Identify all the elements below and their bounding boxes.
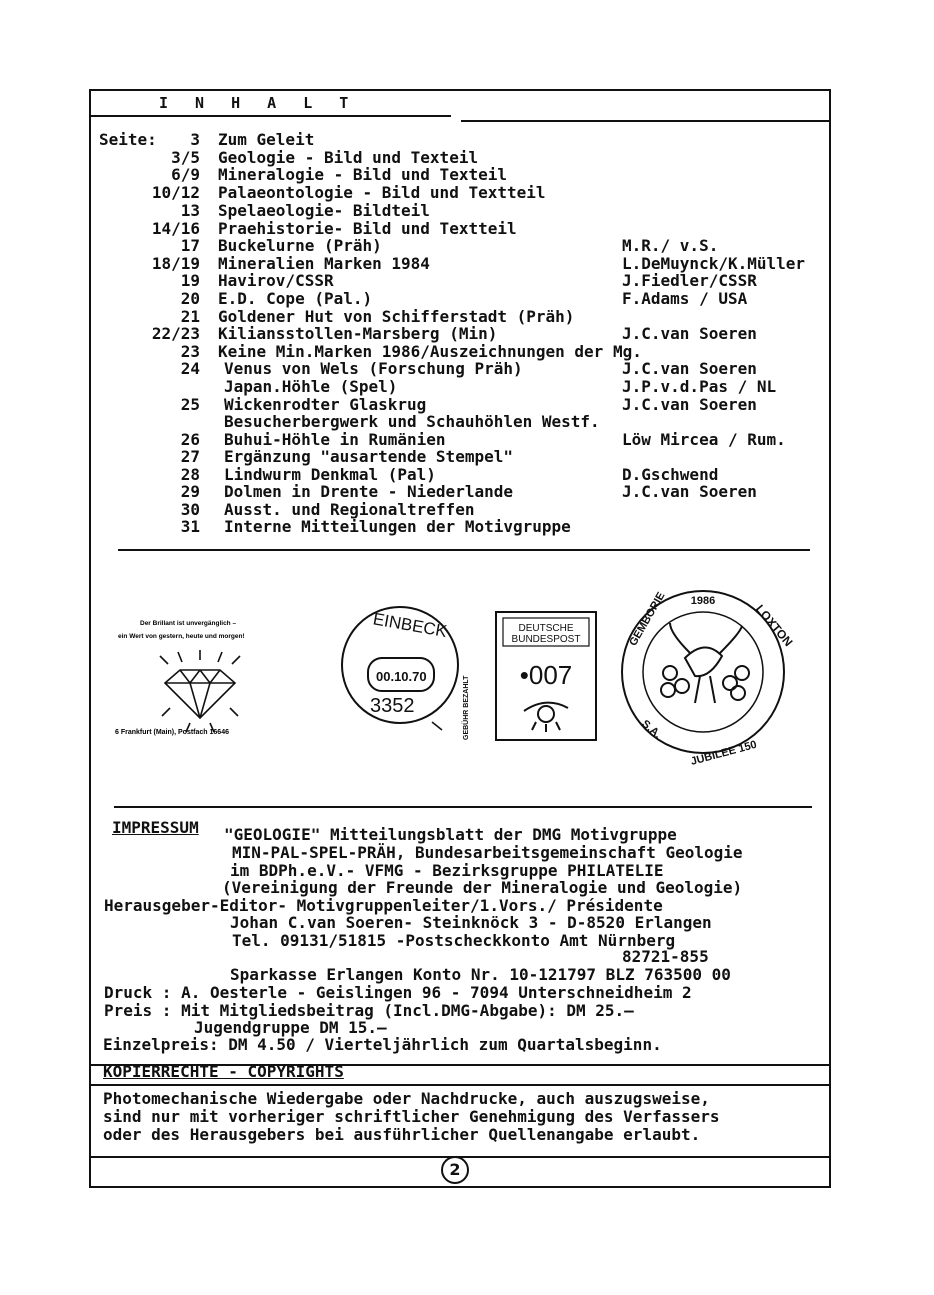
diamond-ad bbox=[115, 620, 245, 736]
impressum-line: Herausgeber-Editor- Motivgruppenleiter/1.Vors./ Présidente bbox=[104, 896, 663, 915]
toc-title: E.D. Cope (Pal.) bbox=[218, 289, 373, 308]
toc-page: 25 bbox=[180, 395, 200, 414]
impressum-line: Einzelpreis: DM 4.50 / Vierteljährlich zum Quartalsbeginn. bbox=[103, 1035, 662, 1054]
copyright-line: Photomechanische Wiedergabe oder Nachdrucke, auch auszugsweise, bbox=[103, 1089, 710, 1108]
toc-page: 22/23 bbox=[151, 324, 200, 343]
impressum-line: "GEOLOGIE" Mitteilungsblatt der DMG Motivgruppe bbox=[224, 825, 677, 844]
toc-row bbox=[0, 448, 934, 466]
toc-title: Ergänzung "ausartende Stempel" bbox=[224, 447, 513, 466]
toc-page: 3/5 bbox=[171, 148, 200, 167]
toc-row bbox=[0, 290, 934, 308]
einbeck-postmark bbox=[342, 607, 470, 740]
toc-author: J.C.van Soeren bbox=[622, 395, 757, 414]
impressum-heading: IMPRESSUM bbox=[112, 818, 199, 837]
toc-page: 29 bbox=[180, 482, 200, 501]
meter-top1: DEUTSCHE bbox=[518, 623, 574, 634]
diamond-ad-footer: 6 Frankfurt (Main), Postfach 16646 bbox=[115, 729, 229, 736]
copyright-line: oder des Herausgebers bei ausführlicher Quellenangabe erlaubt. bbox=[103, 1125, 701, 1144]
toc-seite-label: Seite: bbox=[99, 130, 157, 149]
toc-row bbox=[0, 413, 934, 431]
toc-title: Mineralien Marken 1984 bbox=[218, 254, 430, 273]
toc-page: 18/19 bbox=[151, 254, 200, 273]
round-left: GEMBORIE bbox=[627, 590, 668, 649]
toc-title: Buhui-Höhle in Rumänien bbox=[224, 430, 446, 449]
toc-page: 6/9 bbox=[171, 165, 200, 184]
toc-title: Praehistorie- Bild und Textteil bbox=[218, 219, 517, 238]
header-rule-right bbox=[461, 120, 831, 122]
impressum-line: Sparkasse Erlangen Konto Nr. 10-121797 BLZ 763500 00 bbox=[230, 965, 731, 984]
meter-top2: BUNDESPOST bbox=[511, 634, 581, 645]
impressum-line: (Vereinigung der Freunde der Mineralogie und Geologie) bbox=[222, 878, 743, 897]
toc-page: 13 bbox=[180, 201, 200, 220]
toc-title: Wickenrodter Glaskrug bbox=[224, 395, 427, 414]
toc-page: 26 bbox=[180, 430, 200, 449]
toc-title: Palaeontologie - Bild und Textteil bbox=[218, 183, 546, 202]
jubilee-seal bbox=[622, 590, 796, 768]
page-title: I N H A L T bbox=[159, 94, 358, 112]
diamond-ad-line1: Der Brillant ist unvergänglich – bbox=[140, 620, 237, 627]
toc-page: 28 bbox=[180, 465, 200, 484]
toc-row bbox=[0, 237, 934, 255]
toc-title: Keine Min.Marken 1986/Auszeichnungen der Mg. bbox=[218, 342, 642, 361]
toc-title: Japan.Höhle (Spel) bbox=[224, 377, 398, 396]
toc-row bbox=[0, 131, 934, 149]
toc-author: L.DeMuynck/K.Müller bbox=[622, 254, 806, 273]
toc-author: J.C.van Soeren bbox=[622, 324, 757, 343]
toc-page: 23 bbox=[180, 342, 200, 361]
toc-title: Lindwurm Denkmal (Pal) bbox=[224, 465, 436, 484]
toc-page: 14/16 bbox=[151, 219, 200, 238]
toc-page: 17 bbox=[180, 236, 200, 255]
toc-title: Ausst. und Regionaltreffen bbox=[224, 500, 475, 519]
copyright-line: sind nur mit vorheriger schriftlicher Genehmigung des Verfassers bbox=[103, 1107, 720, 1126]
toc-page: 3 bbox=[190, 130, 200, 149]
toc-row bbox=[0, 184, 934, 202]
impressum-line: Jugendgruppe DM 15.— bbox=[194, 1018, 387, 1037]
toc-author: Löw Mircea / Rum. bbox=[622, 430, 786, 449]
impressum-line: Tel. 09131/51815 -Postscheckkonto Amt Nürnberg bbox=[232, 931, 676, 950]
toc-page: 19 bbox=[180, 271, 200, 290]
bird-grapes-icon bbox=[661, 623, 749, 703]
toc-row bbox=[0, 220, 934, 238]
impressum-line: MIN-PAL-SPEL-PRÄH, Bundesarbeitsgemeinschaft Geologie bbox=[232, 843, 743, 862]
impressum-line: 82721-855 bbox=[622, 947, 709, 966]
toc-row bbox=[0, 272, 934, 290]
impressum-line: Druck : A. Oesterle - Geislingen 96 - 7094 Unterschneidheim 2 bbox=[104, 983, 692, 1002]
diamond-ad-line2: ein Wert von gestern, heute und morgen! bbox=[118, 633, 245, 640]
toc-page: 24 bbox=[180, 359, 200, 378]
toc-row bbox=[0, 378, 934, 396]
toc-author: D.Gschwend bbox=[622, 465, 719, 484]
posthorn-icon bbox=[524, 703, 568, 732]
toc-title: Goldener Hut von Schifferstadt (Präh) bbox=[218, 307, 575, 326]
toc-title: Kiliansstollen-Marsberg (Min) bbox=[218, 324, 498, 343]
impressum-line: Preis : Mit Mitgliedsbeitrag (Incl.DMG-Abgabe): DM 25.— bbox=[104, 1001, 634, 1020]
toc-title: Spelaeologie- Bildteil bbox=[218, 201, 430, 220]
round-bottom-left: S.A. bbox=[639, 717, 664, 741]
meter-stamp bbox=[496, 612, 596, 740]
copyright-heading-rule bbox=[89, 1084, 831, 1086]
round-top: LOXTON bbox=[752, 601, 796, 650]
toc-row bbox=[0, 360, 934, 378]
toc-row bbox=[0, 518, 934, 536]
toc-author: J.P.v.d.Pas / NL bbox=[622, 377, 777, 396]
toc-row bbox=[0, 483, 934, 501]
impressum-line: Johan C.van Soeren- Steinknöck 3 - D-8520 Erlangen bbox=[230, 913, 712, 932]
toc-author: M.R./ v.S. bbox=[622, 236, 719, 255]
toc-page: 27 bbox=[180, 447, 200, 466]
einbeck-date: 00.10.70 bbox=[376, 669, 427, 684]
toc-row bbox=[0, 166, 934, 184]
toc-title: Venus von Wels (Forschung Präh) bbox=[224, 359, 523, 378]
toc-author: F.Adams / USA bbox=[622, 289, 748, 308]
toc-title: Buckelurne (Präh) bbox=[218, 236, 382, 255]
stamps-bottom-rule bbox=[114, 806, 812, 808]
toc-title: Havirov/CSSR bbox=[218, 271, 334, 290]
page-number: 2 bbox=[441, 1156, 469, 1184]
stamps-area bbox=[110, 578, 820, 803]
toc-page: 10/12 bbox=[151, 183, 200, 202]
toc-title: Dolmen in Drente - Niederlande bbox=[224, 482, 513, 501]
toc-page: 20 bbox=[180, 289, 200, 308]
toc-title: Geologie - Bild und Texteil bbox=[218, 148, 479, 167]
einbeck-code: 3352 bbox=[370, 695, 415, 717]
round-year: 1986 bbox=[690, 595, 716, 607]
einbeck-town: EINBECK bbox=[371, 609, 449, 642]
copyright-heading: KOPIERRECHTE - COPYRIGHTS bbox=[103, 1062, 344, 1081]
toc-title: Interne Mitteilungen der Motivgruppe bbox=[224, 517, 571, 536]
toc-page: 31 bbox=[180, 517, 200, 536]
impressum-line: im BDPh.e.V.- VFMG - Bezirksgruppe PHILATELIE bbox=[230, 861, 664, 880]
toc-author: J.C.van Soeren bbox=[622, 359, 757, 378]
toc-bottom-rule bbox=[118, 549, 810, 551]
toc-page: 30 bbox=[180, 500, 200, 519]
toc-row bbox=[0, 325, 934, 343]
header-rule-left bbox=[89, 115, 451, 117]
round-bottom: JUBILEE 150 bbox=[689, 738, 759, 768]
toc-row bbox=[0, 202, 934, 220]
einbeck-side: GEBÜHR BEZAHLT bbox=[463, 675, 470, 740]
toc-author: J.C.van Soeren bbox=[622, 482, 757, 501]
toc-row bbox=[0, 255, 934, 273]
meter-value: •007 bbox=[519, 660, 573, 690]
diamond-icon bbox=[160, 650, 240, 732]
toc-page: 21 bbox=[180, 307, 200, 326]
toc-title: Mineralogie - Bild und Texteil bbox=[218, 165, 507, 184]
toc-title: Zum Geleit bbox=[218, 130, 315, 149]
toc-title: Besucherbergwerk und Schauhöhlen Westf. bbox=[224, 412, 600, 431]
toc-author: J.Fiedler/CSSR bbox=[622, 271, 757, 290]
